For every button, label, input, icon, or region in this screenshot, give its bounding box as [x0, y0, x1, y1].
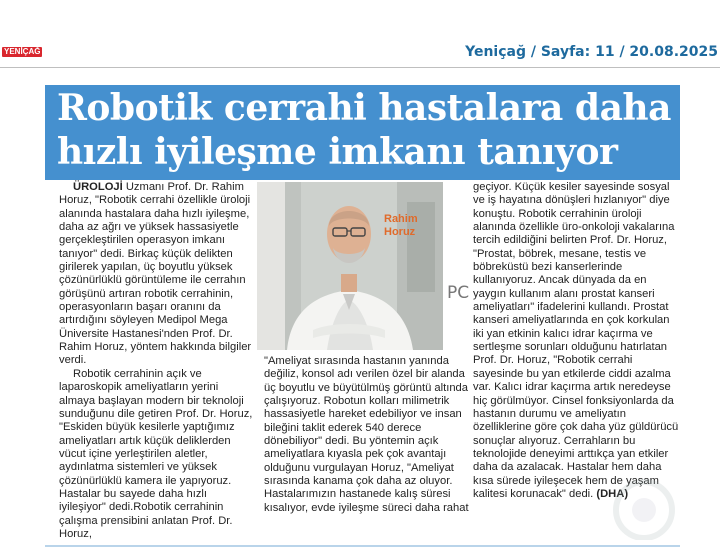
- side-mark: PC: [447, 283, 470, 303]
- logo-text: YENİÇAĞ: [4, 47, 41, 56]
- paragraph: [59, 181, 255, 368]
- photo-caption: [384, 213, 418, 239]
- watermark-graphic: [584, 470, 684, 540]
- headline-line-2: hızlı iyileşme imkanı tanıyor: [57, 131, 618, 173]
- headline-line-1: Robotik cerrahi hastalara daha: [57, 87, 671, 129]
- doctor-portrait-illustration: [257, 182, 443, 350]
- article-column-2: [264, 355, 470, 515]
- caption-line-1: Rahim: [384, 213, 418, 225]
- bottom-divider: [45, 545, 680, 547]
- paragraph: [473, 181, 679, 501]
- newspaper-logo: [2, 47, 52, 57]
- page-header: [0, 0, 720, 68]
- article-column-3: [473, 181, 679, 501]
- paragraph: "Ameliyat sırasında hastanın yanında değiliz, konsol adı verilen özel bir alanda üç boyutlu ve büyütülmüş görüntü altında çalışıyoruz. Robotun kolları milimetrik hassasiyetle hareket edebiliyor ve insan bileğini taklit ederek 540 derece dönebiliyor" dedi. Bu yöntemin açık ameliyatlara kıyasla pek çok avantajı olduğunu vurgulayan Horuz, "Ameliyat sırasında kanama çok daha az oluyor. Hastalarımızın hastanede kalış süresi kısalıyor, evde iyileşme süreci daha rahat: [264, 355, 469, 514]
- caption-line-2: Horuz: [384, 226, 416, 238]
- doctor-photo: [257, 182, 443, 350]
- paragraph: Robotik cerrahinin açık ve laparoskopik ameliyatların yerini almaya başlayan modern bir teknoloji sunduğunu dile getiren Prof. Dr. Horuz, "Eskiden büyük kesilerle yaptığımız ameliyatları artık küçük deliklerden vücut içine yerleştirilen aletler, aydınlatma sistemleri ve yüksek çözünürlüklü kamera ile yapıyoruz. Hastalar bu sayede daha hızlı iyileşiyor" dedi.Robotik cerrahinin çalışma prensibini anlatan Prof. Dr. Horuz,: [59, 367, 253, 540]
- article-column-1: [59, 181, 255, 541]
- news-source: (DHA): [596, 487, 629, 500]
- header-divider: [0, 67, 720, 68]
- paragraph-text: Uzmanı Prof. Dr. Rahim Horuz, "Robotik cerrahi özellikle üroloji alanında hastalara daha hızlı iyileşme, daha az ağrı ve yüksek hassasiyetle gerçekleştirilen operasyon imkanı tanıyor" dedi. Birkaç küçük delikten girilerek yapılan, üç boyutlu yüksek çözünürlüklü görüntüleme ile cerrahın görüşünü artıran robotik cerrahinin, operasyonların başarı oranını da artırdığını söyleyen Medipol Mega Üniversite Hastanesi'nden Prof. Dr. Rahim Horuz, yöntem hakkında bilgiler verdi.: [59, 181, 252, 367]
- section-label: ÜROLOJİ: [73, 181, 123, 193]
- page-info: Yeniçağ / Sayfa: 11 / 20.08.2025: [465, 44, 718, 60]
- headline: [57, 86, 677, 174]
- paragraph-text: geçiyor. Küçük kesiler sayesinde sosyal ve iş hayatına dönüşleri hızlanıyor" diye konuştu. Robotik cerrahinin üroloji alanında özellikle üro-onkoloji vakalarına tercih edildiğini belirten Prof. Dr. Horuz, "Prostat, böbrek, mesane, testis ve böbreküstü bezi kanserlerinde kullanıyoruz. Ancak dünyada da en yaygın kullanım alanı prostat kanseri ameliyatları" ifadelerini kullandı. Prostat kanseri ameliyatlarında en çok korkulan iki yan etkinin kalıcı idrar kaçırma ve sertleşme sorunları olduğunu hatırlatan Prof. Dr. Horuz, "Robotik cerrahi sayesinde bu yan etkilerde ciddi azalma var. Kalıcı idrar kaçırma artık neredeyse hiç görülmüyor. Cinsel fonksiyonlarda da hastanın durumu ve ameliyatın özelliklerine göre çok daha yüz güldürücü sonuçlar alıyoruz. Cerrahların bu teknolojide deneyimi arttıkça yan etkiler daha da azalacak. Hastalar hem daha kısa sürede iyileşecek hem de yaşam kalitesi korunacak" dedi.: [473, 181, 679, 500]
